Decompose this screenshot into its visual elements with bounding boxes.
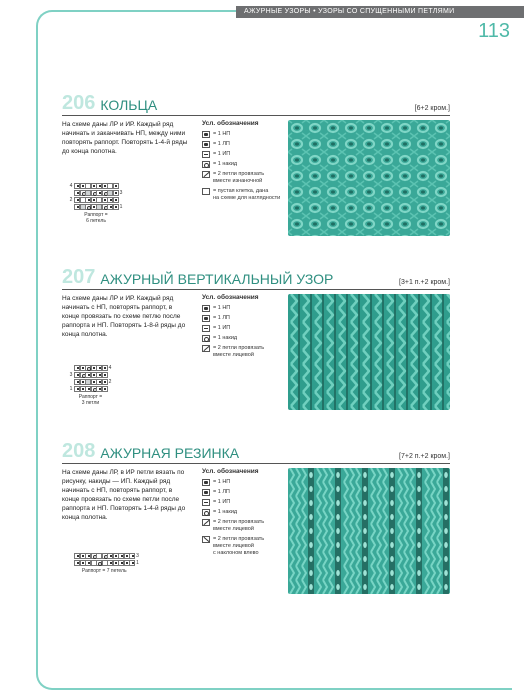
legend-text: = 2 петли провязать: [213, 345, 265, 351]
pattern-section-206: [62, 92, 450, 240]
chart-caption: [68, 394, 113, 406]
legend-text: = 1 НП: [213, 131, 231, 137]
purl-icon: [202, 489, 210, 496]
knit-dot-icon: [202, 131, 210, 138]
chart-caption-line: Раппорт =: [78, 394, 103, 400]
chart-caption-line: Раппорт = 7 петель: [81, 568, 127, 574]
legend-text: = 2 петли провязать: [213, 536, 265, 542]
row-label: 4: [108, 364, 112, 371]
page-number: 113: [478, 20, 510, 42]
knit-dot-icon: [202, 305, 210, 312]
legend-text: вместе лицевой: [213, 352, 254, 358]
row-label: 1: [136, 559, 139, 566]
legend-title: Усл. обозначения: [202, 468, 259, 475]
running-header: АЖУРНЫЕ УЗОРЫ • УЗОРЫ СО СПУЩЕННЫМИ ПЕТЛЯМИ: [236, 6, 524, 18]
legend-text: = 2 петли провязать: [213, 171, 265, 177]
section-body: [62, 294, 450, 414]
legend-text: = 1 накид: [213, 509, 238, 515]
knitted-sample-photo: [288, 294, 450, 410]
pattern-title: АЖУРНЫЙ ВЕРТИКАЛЬНЫЙ УЗОР: [100, 271, 334, 287]
row-label: 3: [136, 552, 139, 559]
legend-text: = 1 ИП: [213, 325, 231, 331]
chart-caption-line: 3 петли: [81, 400, 100, 406]
legend-text: = 1 накид: [213, 161, 238, 167]
chart-grid: [68, 364, 113, 392]
pattern-repeat: [3+1 п.+2 кром.]: [399, 279, 450, 286]
pattern-number: 207: [62, 266, 96, 288]
section-header: [62, 92, 450, 116]
section-header: [62, 440, 450, 464]
pattern-chart: [68, 364, 113, 406]
section-header: [62, 266, 450, 290]
pattern-title: АЖУРНАЯ РЕЗИНКА: [100, 445, 240, 461]
section-body: [62, 120, 450, 240]
pattern-section-207: [62, 266, 450, 414]
legend-text: вместе лицевой: [213, 526, 254, 532]
yarn-over-icon: [202, 161, 210, 168]
legend-text: = пустая клетка, дана: [213, 188, 269, 194]
chart-caption: [68, 212, 124, 224]
symbol-legend: [202, 120, 286, 205]
pattern-section-208: [62, 440, 450, 594]
legend-text: вместе лицевой: [213, 543, 254, 549]
chart-caption: [68, 568, 141, 574]
knit-dot-icon: [202, 479, 210, 486]
pattern-description: На схеме даны ЛР и ИР. Каждый ряд начинать с НП, повторять раппорт, в конце провязать по схеме петлю после раппорта и НП. Повторять 1-8-й ряды до конца полотна.: [62, 295, 186, 338]
purl-icon: [202, 141, 210, 148]
legend-title: Усл. обозначения: [202, 294, 259, 301]
legend-text: с наклоном влево: [213, 550, 259, 556]
legend-title: Усл. обозначения: [202, 120, 259, 127]
legend-text: = 2 петли провязать: [213, 519, 265, 525]
legend-text: = 1 накид: [213, 335, 238, 341]
decrease-right-icon: [202, 345, 210, 352]
decrease-right-icon: [202, 519, 210, 526]
chart-caption-line: Раппорт =: [84, 212, 108, 218]
pattern-repeat: [6+2 кром.]: [414, 105, 450, 112]
symbol-legend: [202, 294, 286, 362]
chart-grid: [68, 552, 141, 566]
pattern-repeat: [7+2 п.+2 кром.]: [399, 453, 450, 460]
legend-text: = 1 НП: [213, 305, 231, 311]
knitted-sample-photo: [288, 120, 450, 236]
legend-text: = 1 ИП: [213, 499, 231, 505]
row-label: 2: [108, 378, 112, 385]
knitted-sample-photo: [288, 468, 450, 594]
row-label: 3: [119, 189, 123, 196]
pattern-title: КОЛЬЦА: [100, 97, 158, 113]
pattern-chart: [68, 552, 141, 574]
chart-caption-line: 6 петель: [86, 218, 106, 224]
pattern-chart: [68, 182, 124, 224]
decrease-left-icon: [202, 536, 210, 543]
pattern-description: На схеме даны ЛР и ИР. Каждый ряд начинать и заканчивать НП, между ними повторять раппорт. Повторять 1-4-й ряды до конца полотна.: [62, 121, 188, 155]
pattern-description: На схеме даны ЛР, в ИР петли вязать по рисунку, накиды — ИП. Каждый ряд начинать с НП, повторять раппорт, в конце провязать по схеме петли после раппорта и НП. Повторять 1-4-й ряды до конца полотна.: [62, 469, 186, 521]
row-label: 3: [69, 371, 73, 378]
dash-icon: [202, 499, 210, 506]
legend-text: вместе изнаночной: [213, 178, 263, 184]
purl-icon: [202, 315, 210, 322]
yarn-over-icon: [202, 509, 210, 516]
section-body: [62, 468, 450, 594]
symbol-legend: [202, 468, 286, 560]
pattern-number: 206: [62, 92, 96, 114]
row-label: 4: [69, 182, 73, 189]
dash-icon: [202, 151, 210, 158]
yarn-over-icon: [202, 335, 210, 342]
row-label: 1: [119, 203, 123, 210]
legend-text: = 1 ИП: [213, 151, 231, 157]
row-label: 2: [69, 196, 73, 203]
legend-text: = 1 ЛП: [213, 315, 230, 321]
legend-text: = 1 НП: [213, 479, 231, 485]
dash-icon: [202, 325, 210, 332]
decrease-right-icon: [202, 171, 210, 178]
legend-text: = 1 ЛП: [213, 489, 230, 495]
empty-cell-icon: [202, 188, 210, 195]
legend-text: = 1 ЛП: [213, 141, 230, 147]
chart-grid: [68, 182, 124, 210]
pattern-number: 208: [62, 440, 96, 462]
row-label: 1: [69, 385, 73, 392]
legend-text: на схеме для наглядности: [213, 195, 281, 201]
